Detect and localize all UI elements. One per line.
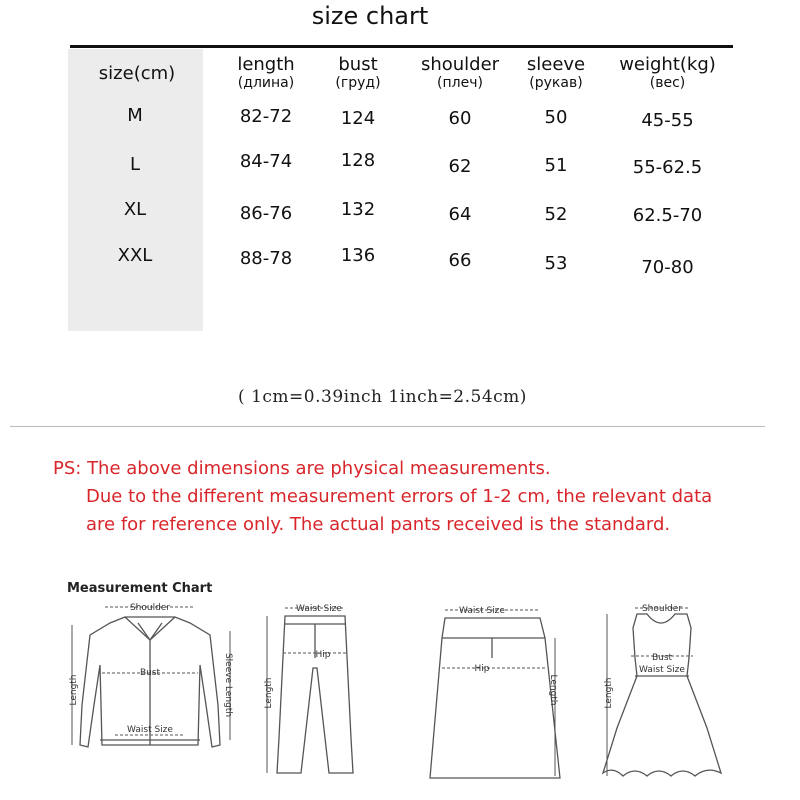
pants-diagram xyxy=(255,598,365,798)
shirt-label-sleeve: Sleeve Length xyxy=(223,652,233,718)
table-cell-sleeve: 52 xyxy=(544,204,568,225)
table-cell-bust: 124 xyxy=(340,108,376,129)
table-cell-sleeve: 53 xyxy=(544,253,568,274)
table-cell-shoulder: 62 xyxy=(448,156,472,177)
shirt-label-length: Length xyxy=(69,674,79,706)
table-cell-bust: 128 xyxy=(340,150,376,171)
table-cell-size: L xyxy=(129,154,141,175)
table-cell-bust: 136 xyxy=(340,245,376,266)
disclaimer-line-2: Due to the different measurement errors of 1-2 cm, the relevant data xyxy=(86,486,713,507)
disclaimer-note xyxy=(53,455,712,539)
col-header-sleeve: sleeve (рукав) xyxy=(526,54,586,91)
shirt-label-shoulder: Shoulder xyxy=(129,603,171,613)
disclaimer-line-1: PS: The above dimensions are physical measurements. xyxy=(53,458,551,479)
table-top-rule xyxy=(70,45,733,48)
size-column-shade xyxy=(68,49,203,331)
table-cell-length: 82-72 xyxy=(239,106,293,127)
table-cell-length: 88-78 xyxy=(239,248,293,269)
pants-label-length: Length xyxy=(264,677,274,709)
skirt-label-hip: Hip xyxy=(474,664,490,674)
dress-label-bust: Bust xyxy=(651,653,673,663)
table-cell-size: XL xyxy=(123,199,147,220)
table-cell-sleeve: 50 xyxy=(544,107,568,128)
col-header-shoulder: shoulder (плеч) xyxy=(420,54,500,91)
skirt-label-waist: Waist Size xyxy=(459,606,505,616)
shirt-label-waist: Waist Size xyxy=(127,725,173,735)
shirt-diagram xyxy=(60,595,240,800)
skirt-diagram xyxy=(420,598,570,798)
table-cell-sleeve: 51 xyxy=(544,155,568,176)
table-cell-shoulder: 66 xyxy=(448,250,472,271)
table-cell-weight: 62.5-70 xyxy=(632,205,703,226)
unit-conversion-note: ( 1cm=0.39inch 1inch=2.54cm) xyxy=(238,387,527,407)
col-header-size: size(cm) xyxy=(98,63,176,84)
shirt-label-bust: Bust xyxy=(139,668,161,678)
col-header-bust: bust (грyд) xyxy=(335,54,381,91)
table-cell-weight: 45-55 xyxy=(641,110,694,131)
table-cell-length: 86-76 xyxy=(239,203,293,224)
dress-label-length: Length xyxy=(604,677,614,709)
measurement-chart-title: Measurement Chart xyxy=(67,581,213,596)
col-header-weight: weight(kg) (вес) xyxy=(619,54,716,91)
table-cell-length: 84-74 xyxy=(239,151,293,172)
table-cell-size: XXL xyxy=(117,245,153,266)
skirt-label-length: Length xyxy=(548,674,558,706)
dress-label-waist: Waist Size xyxy=(639,665,685,675)
dress-diagram xyxy=(595,598,735,798)
table-cell-weight: 55-62.5 xyxy=(632,157,703,178)
table-cell-shoulder: 60 xyxy=(448,108,472,129)
table-cell-shoulder: 64 xyxy=(448,204,472,225)
page-title: size chart xyxy=(311,2,429,30)
table-cell-size: M xyxy=(127,105,143,126)
table-cell-weight: 70-80 xyxy=(641,257,694,278)
dress-label-shoulder: Shoulder xyxy=(641,604,683,614)
section-divider xyxy=(10,426,765,427)
disclaimer-line-3: are for reference only. The actual pants received is the standard. xyxy=(86,514,671,535)
pants-label-waist: Waist Size xyxy=(296,604,342,614)
table-cell-bust: 132 xyxy=(340,199,376,220)
pants-label-hip: Hip xyxy=(315,650,331,660)
col-header-length: length (длина) xyxy=(237,54,295,91)
